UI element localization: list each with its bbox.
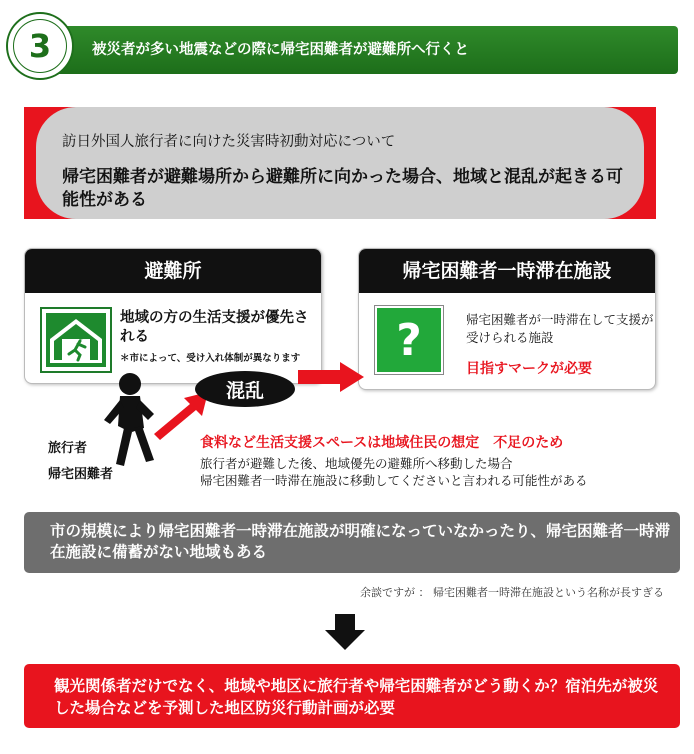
shelter-title: 避難所 [25, 249, 321, 293]
issue-text: 市の規模により帰宅困難者一時滞在施設が明確になっていなかったり、帰宅困難者一時滞在施設に備蓄がない地域もある [50, 522, 671, 561]
cause-detail-2: 帰宅困難者一時滞在施設に移動してくださいと言われる可能性がある [200, 473, 588, 488]
confusion-badge: 混乱 [195, 371, 295, 407]
aside-note: 余談ですが ： 帰宅困難者一時滞在施設という名称が長すぎる [360, 586, 664, 599]
traveler-figure [90, 370, 170, 470]
facility-description: 帰宅困難者が一時滞在して支援が受けられる施設 [466, 312, 654, 345]
cause-headline: 食料など生活支援スペースは地域住民の想定 不足のため [200, 435, 564, 451]
facility-mark-needed: 目指すマークが必要 [466, 361, 592, 377]
step-number: 3 [14, 20, 66, 72]
conclusion-text: 観光関係者だけでなく、地域や地区に旅行者や帰宅困難者がどう動くか？宿泊先が被災した場合などを予測した地区防災行動計画が必要 [54, 677, 659, 717]
shelter-description: 地域の方の生活支援が優先される [120, 310, 309, 345]
context-statement: 帰宅困難者が避難場所から避難所に向かった場合、地域と混乱が起きる可能性がある [62, 167, 623, 210]
arrow-down-icon [323, 612, 367, 652]
stranded-label: 帰宅困難者 [48, 467, 114, 482]
context-subtitle: 訪日外国人旅行者に向けた災害時初動対応について [62, 134, 396, 150]
emergency-exit-icon [40, 307, 112, 373]
cause-detail-1: 旅行者が避難した後、地域優先の避難所へ移動した場合 [200, 456, 513, 471]
traveler-label: 旅行者 [48, 441, 88, 456]
header-title: 被災者が多い地震などの際に帰宅困難者が避難所へ行くと [92, 42, 469, 58]
facility-title: 帰宅困難者一時滞在施設 [359, 249, 655, 293]
question-mark-icon: ? [375, 306, 443, 374]
shelter-note: ＊市によって、受け入れ体制が異なります [120, 353, 301, 364]
arrow-right-icon [296, 360, 368, 394]
